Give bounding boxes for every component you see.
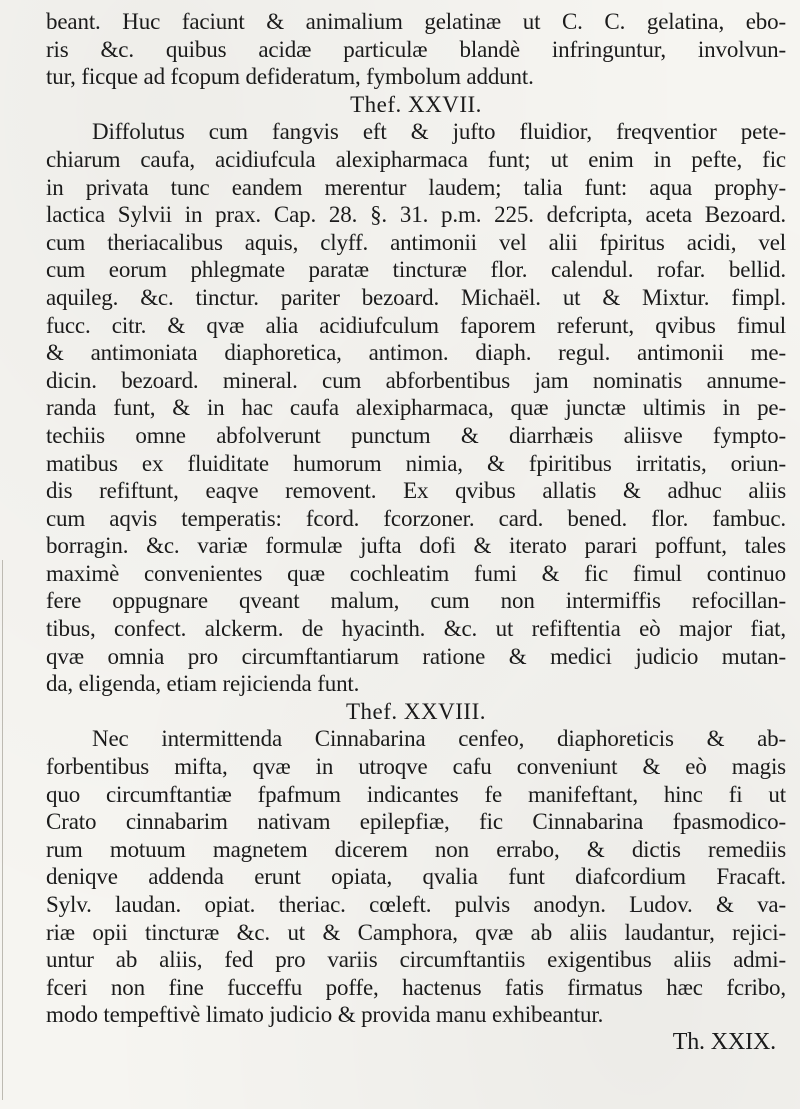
text-line: matibus ex fluiditate humorum nimia, & fpiritibus irritatis, oriun- bbox=[46, 450, 786, 476]
text-line: Sylv. laudan. opiat. theriac. cœleft. pulvis anodyn. Ludov. & va- bbox=[46, 892, 786, 917]
text-line: da, eligenda, etiam rejicienda funt. bbox=[46, 671, 360, 697]
text-line: untur ab aliis, fed pro variis circumftantiis exigentibus aliis admi- bbox=[46, 947, 786, 973]
text-line: dicin. bezoard. mineral. cum abforbentibus jam nominatis annume- bbox=[46, 367, 786, 393]
text-line: forbentibus mifta, qvæ in utroqve cafu conveniunt & eò magis bbox=[46, 754, 786, 780]
text-line: Diffolutus cum fangvis eft & jufto fluidior, freqventior pete- bbox=[92, 119, 786, 145]
text-line: & antimoniata diaphoretica, antimon. diaph. regul. antimonii me- bbox=[46, 340, 786, 366]
text-line: maximè convenientes quæ cochleatim fumi & fic fimul continuo bbox=[46, 560, 786, 586]
text-line: cum eorum phlegmate paratæ tincturæ flor. calendul. rofar. bellid. bbox=[46, 257, 786, 283]
text-line: fucc. citr. & qvæ alia acidiufculum faporem referunt, qvibus fimul bbox=[46, 312, 786, 338]
text-line: tur, ficque ad fcopum defideratum, fymbolum addunt. bbox=[46, 64, 534, 90]
text-line: qvæ omnia pro circumftantiarum ratione & medici judicio mutan- bbox=[46, 643, 786, 669]
text-line: deniqve addenda erunt opiata, qvalia funt diafcordium Fracaft. bbox=[46, 864, 786, 890]
text-line: lactica Sylvii in prax. Cap. 28. §. 31. p.m. 225. defcripta, aceta Bezoard. bbox=[46, 202, 786, 228]
text-line: modo tempeftivè limato judicio & provida manu exhibeantur. bbox=[46, 1002, 604, 1028]
body-text bbox=[46, 8, 786, 1057]
text-line: Nec intermittenda Cinnabarina cenfeo, diaphoreticis & ab- bbox=[92, 726, 786, 752]
text-line: cum theriacalibus aquis, clyff. antimonii vel alii fpiritus acidi, vel bbox=[46, 229, 786, 255]
text-line: fere oppugnare qveant malum, cum non intermiffis refocillan- bbox=[46, 588, 786, 614]
text-line: randa funt, & in hac caufa alexipharmaca, quæ junctæ ultimis in pe- bbox=[46, 395, 786, 421]
text-line: fceri non fine fucceffu poffe, hactenus fatis firmatus hæc fcribo, bbox=[46, 974, 786, 1000]
text-line: cum aqvis temperatis: fcord. fcorzoner. card. bened. flor. fambuc. bbox=[46, 505, 786, 531]
thesis-heading: Thef. XXVII. bbox=[350, 91, 482, 117]
text-line: Crato cinnabarim nativam epilepfiæ, fic Cinnabarina fpasmodico- bbox=[46, 809, 786, 835]
text-line: riæ opii tincturæ &c. ut & Camphora, qvæ ab aliis laudantur, rejici- bbox=[46, 919, 786, 945]
thesis-heading: Thef. XXVIII. bbox=[346, 698, 486, 724]
text-line: ris &c. quibus acidæ particulæ blandè infringuntur, involvun- bbox=[46, 36, 786, 62]
text-line: aquileg. &c. tinctur. pariter bezoard. Michaël. ut & Mixtur. fimpl. bbox=[46, 284, 786, 310]
text-line: borragin. &c. variæ formulæ jufta dofi & iterato parari poffunt, tales bbox=[46, 533, 786, 559]
text-line: quo circumftantiæ fpafmum indicantes fe manifeftant, hinc fi ut bbox=[46, 781, 786, 807]
text-line: in privata tunc eandem merentur laudem; talia funt: aqua prophy- bbox=[46, 174, 786, 200]
text-line: tibus, confect. alckerm. de hyacinth. &c. ut refiftentia eò major fiat, bbox=[46, 616, 786, 642]
text-line: beant. Huc faciunt & animalium gelatinæ ut C. C. gelatina, ebo- bbox=[46, 9, 786, 34]
catchword: Th. XXIX. bbox=[672, 1028, 776, 1055]
page-edge-shadow bbox=[2, 560, 3, 1100]
text-line: dis refiftunt, eaqve removent. Ex qvibus allatis & adhuc aliis bbox=[46, 478, 786, 504]
text-line: chiarum caufa, acidiufcula alexipharmaca funt; ut enim in pefte, fic bbox=[46, 146, 786, 172]
text-line: techiis omne abfolverunt punctum & diarrhæis aliisve fympto- bbox=[46, 422, 786, 448]
text-line: rum motuum magnetem dicerem non errabo, & dictis remediis bbox=[46, 836, 786, 862]
